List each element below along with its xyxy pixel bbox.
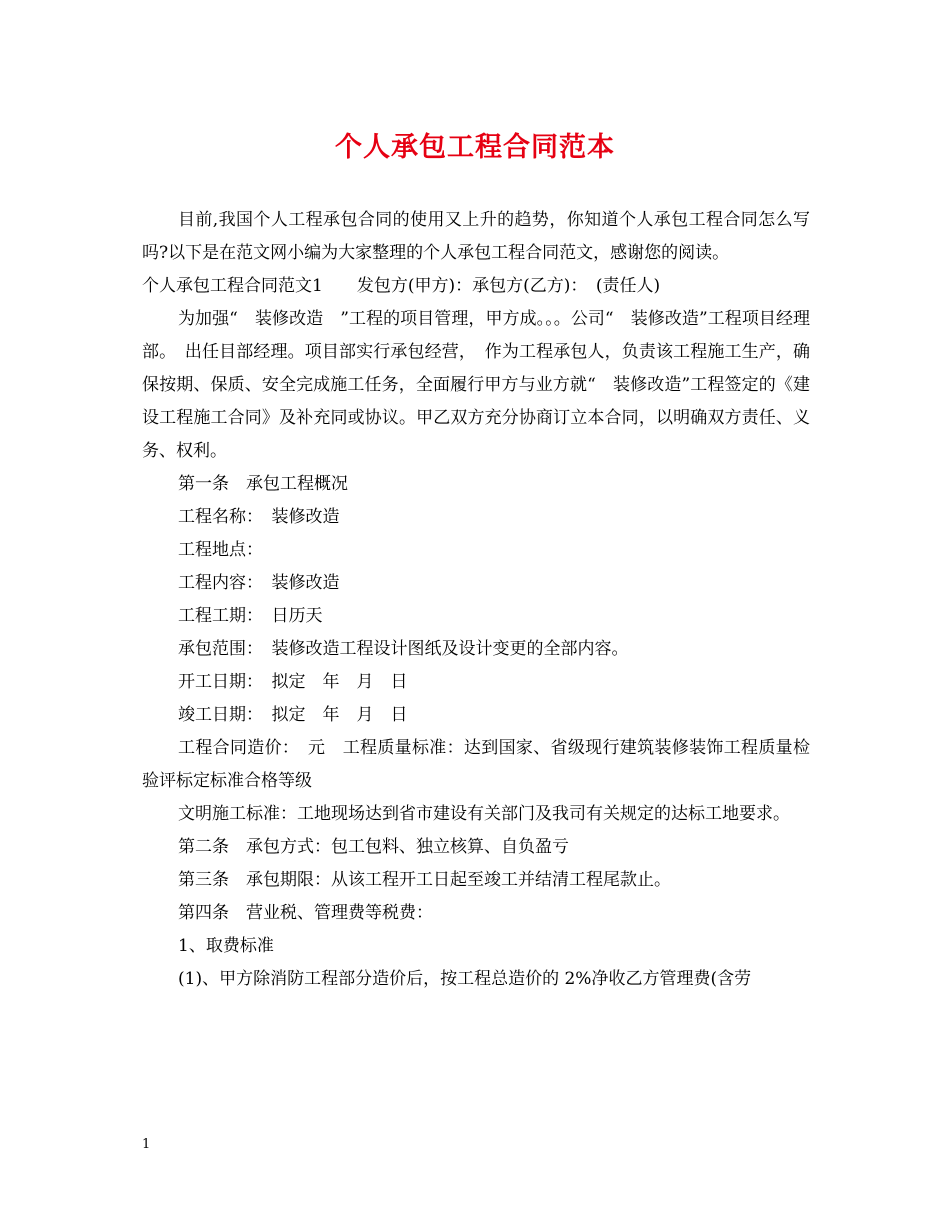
- paragraph: 工程工期： 日历天: [178, 606, 323, 626]
- paragraph: 1、取费标准: [178, 936, 274, 956]
- page-number: 1: [142, 1137, 151, 1152]
- paragraph: 目前,我国个人工程承包合同的使用又上升的趋势，你知道个人承包工程合同怎么写吗?以下是在范文网小编为大家整理的个人承包工程合同范文，感谢您的阅读。: [142, 210, 810, 263]
- paragraph: 工程内容： 装修改造: [178, 573, 340, 593]
- paragraph: 工程地点：: [178, 540, 263, 560]
- paragraph: 工程名称： 装修改造: [178, 507, 340, 527]
- paragraph: 第二条 承包方式：包工包料、独立核算、自负盈亏: [178, 837, 569, 857]
- paragraph: 第四条 营业税、管理费等税费：: [178, 903, 433, 923]
- document-body: [142, 204, 810, 996]
- paragraph: 个人承包工程合同范文1 发包方(甲方)：承包方(乙方)： (责任人): [142, 276, 661, 296]
- paragraph: 文明施工标准：工地现场达到省市建设有关部门及我司有关规定的达标工地要求。: [178, 804, 790, 824]
- paragraph: 为加强“ 装修改造 ”工程的项目管理，甲方成。。。公司“ 装修改造”工程项目经理部。 出任目部经理。项目部实行承包经营， 作为工程承包人，负责该工程施工生产，确保按期、保质、安全完成施工任务，全面履行甲方与业方就“ 装修改造”工程签定的《建设工程施工合同》及补充同或协议。甲乙双方充分协商订立本合同，以明确双方责任、义务、权利。: [142, 309, 810, 461]
- paragraph: (1)、甲方除消防工程部分造价后，按工程总造价的 2%净收乙方管理费(含劳: [178, 969, 752, 989]
- document-title: 个人承包工程合同范本: [335, 132, 615, 163]
- paragraph: 第三条 承包期限：从该工程开工日起至竣工并结清工程尾款止。: [178, 870, 671, 890]
- paragraph: 第一条 承包工程概况: [178, 474, 348, 494]
- paragraph: 承包范围： 装修改造工程设计图纸及设计变更的全部内容。: [178, 639, 629, 659]
- paragraph: 开工日期： 拟定 年 月 日: [178, 672, 408, 692]
- paragraph: 工程合同造价： 元 工程质量标准：达到国家、省级现行建筑装修装饰工程质量检验评标定标准合格等级: [142, 738, 810, 791]
- paragraph: 竣工日期： 拟定 年 月 日: [178, 705, 408, 725]
